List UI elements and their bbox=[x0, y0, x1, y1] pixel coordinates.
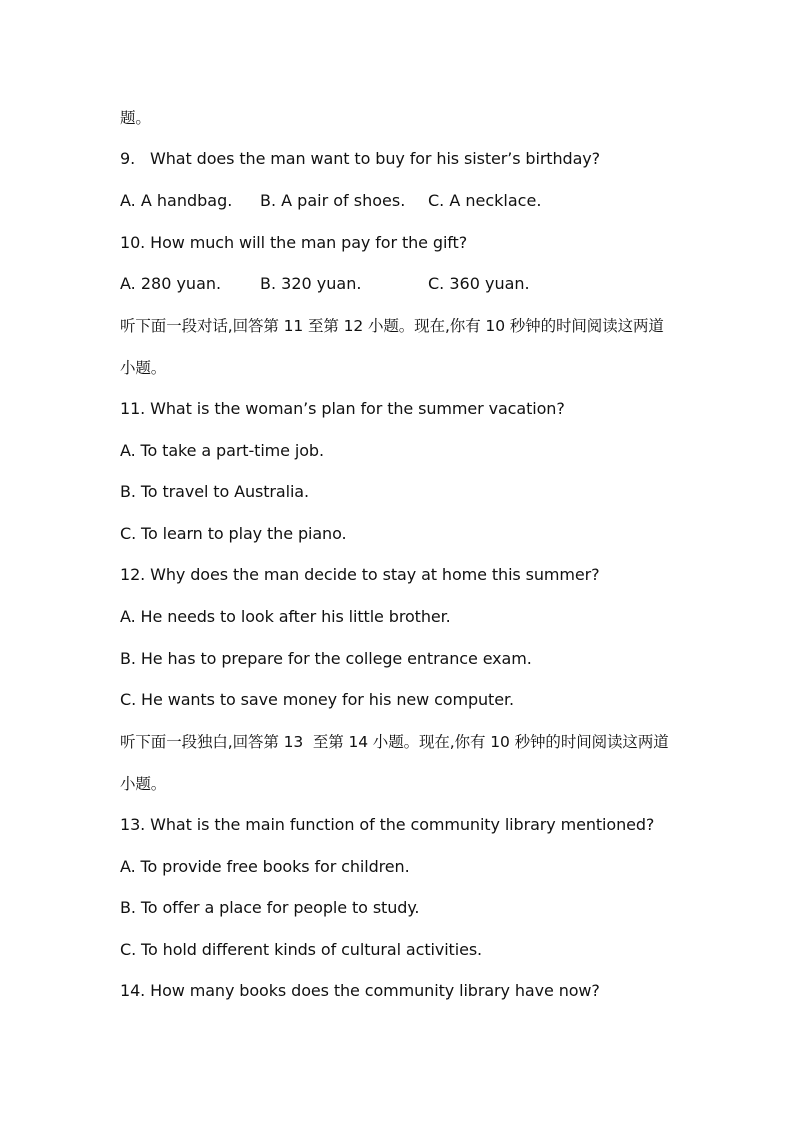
q13-option-b: B. To offer a place for people to study. bbox=[120, 898, 420, 917]
q11-option-a: A. To take a part-time job. bbox=[120, 441, 324, 460]
instruction-text-cont: 小题。 bbox=[120, 359, 167, 377]
question-12: 12. Why does the man decide to stay at home this summer? bbox=[120, 565, 600, 584]
instruction-text: 听下面一段独白,回答第 13 至第 14 小题。现在,你有 10 秒钟的时间阅读这两道 bbox=[120, 733, 669, 751]
instruction-text: 听下面一段对话,回答第 11 至第 12 小题。现在,你有 10 秒钟的时间阅读这两道 bbox=[120, 317, 664, 335]
q11-option-c: C. To learn to play the piano. bbox=[120, 524, 347, 543]
question-11: 11. What is the woman’s plan for the summer vacation? bbox=[120, 399, 565, 418]
q12-option-b: B. He has to prepare for the college entrance exam. bbox=[120, 649, 532, 668]
q10-option-c: C. 360 yuan. bbox=[428, 274, 530, 293]
q9-option-c: C. A necklace. bbox=[428, 191, 542, 210]
question-13: 13. What is the main function of the community library mentioned? bbox=[120, 815, 655, 834]
text-line: 题。 bbox=[120, 109, 151, 127]
question-14: 14. How many books does the community library have now? bbox=[120, 981, 600, 1000]
q13-option-a: A. To provide free books for children. bbox=[120, 857, 410, 876]
q10-option-b: B. 320 yuan. bbox=[260, 274, 362, 293]
question-9: 9. What does the man want to buy for his sister’s birthday? bbox=[120, 149, 601, 168]
q9-option-b: B. A pair of shoes. bbox=[260, 191, 406, 210]
question-10: 10. How much will the man pay for the gift? bbox=[120, 233, 468, 252]
q10-option-a: A. 280 yuan. bbox=[120, 274, 222, 293]
q12-option-c: C. He wants to save money for his new computer. bbox=[120, 690, 514, 709]
q9-option-a: A. A handbag. bbox=[120, 191, 233, 210]
q13-option-c: C. To hold different kinds of cultural activities. bbox=[120, 940, 483, 959]
q11-option-b: B. To travel to Australia. bbox=[120, 482, 309, 501]
q12-option-a: A. He needs to look after his little brother. bbox=[120, 607, 451, 626]
instruction-text-cont: 小题。 bbox=[120, 775, 167, 793]
